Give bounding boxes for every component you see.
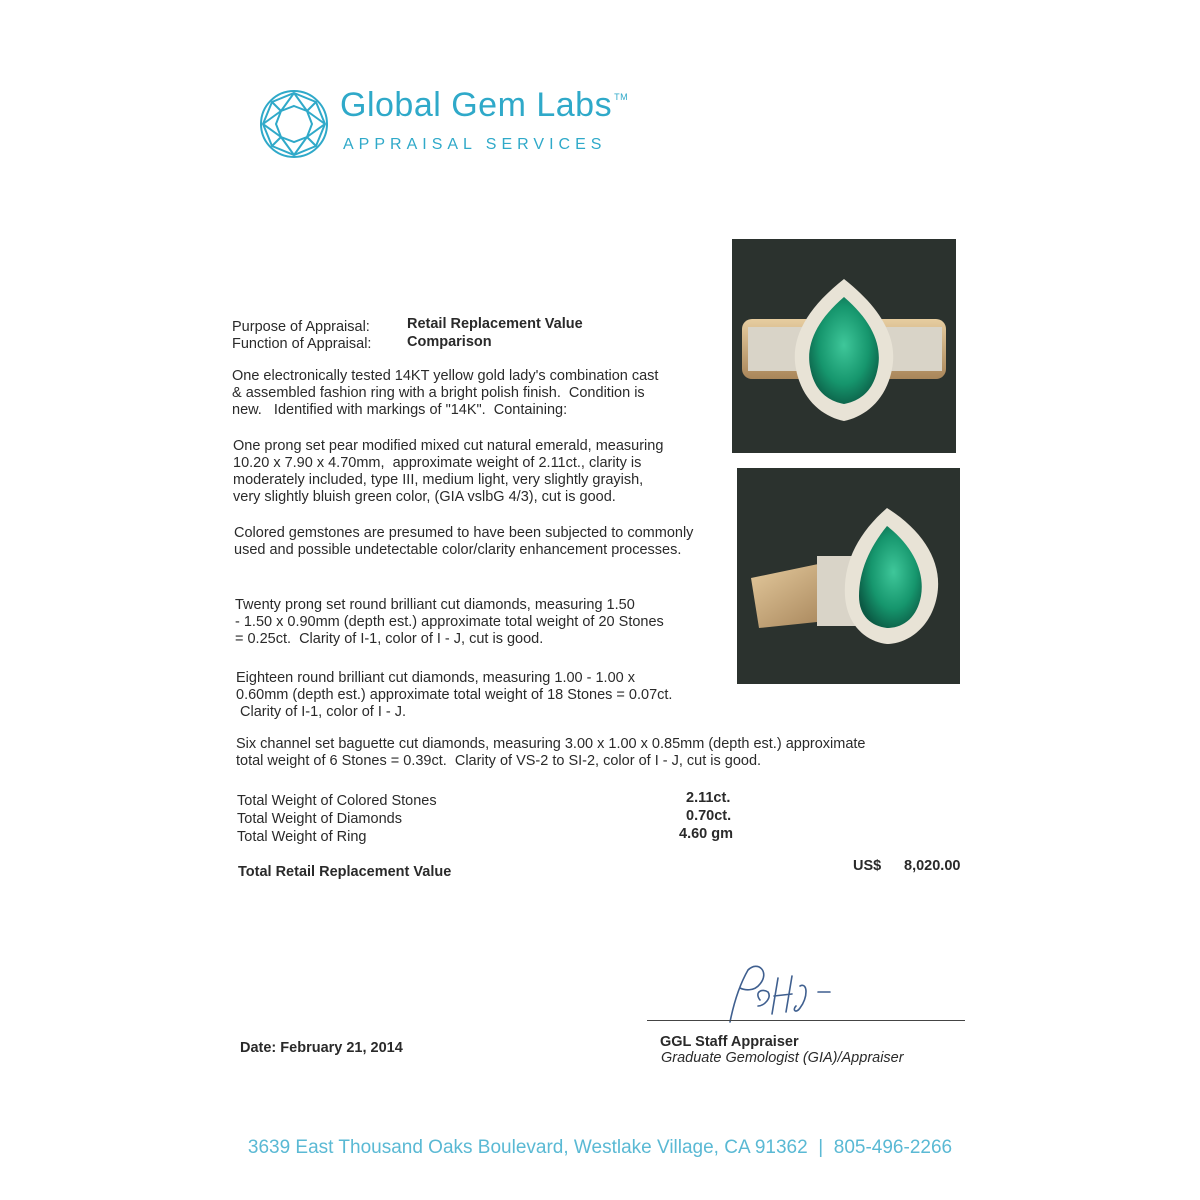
text-line: Eighteen round brilliant cut diamonds, measuring 1.00 - 1.00 x: [236, 670, 635, 686]
function-label: Function of Appraisal:: [232, 336, 372, 352]
text-line: 0.60mm (depth est.) approximate total weight of 18 Stones = 0.07ct.: [236, 687, 673, 703]
appraiser-title: GGL Staff Appraiser: [660, 1034, 799, 1050]
emerald-description: [233, 438, 663, 506]
text-line: = 0.25ct. Clarity of I-1, color of I - J, cut is good.: [235, 631, 544, 647]
diamonds-20-description: [235, 597, 664, 648]
footer-separator: |: [818, 1137, 824, 1158]
currency: US$: [853, 858, 882, 874]
diamonds-weight-value: 0.70ct.: [686, 808, 732, 824]
text-line: very slightly bluish green color, (GIA vslbG 4/3), cut is good.: [233, 489, 616, 505]
text-line: moderately included, type III, medium light, very slightly grayish,: [233, 472, 644, 488]
function-value: Comparison: [407, 334, 492, 350]
trademark-mark: TM: [614, 92, 629, 102]
text-line: Six channel set baguette cut diamonds, measuring 3.00 x 1.00 x 0.85mm (depth est.) approximate: [236, 736, 866, 752]
text-line: One electronically tested 14KT yellow gold lady's combination cast: [232, 368, 659, 384]
enhancement-disclaimer: [234, 525, 693, 559]
purpose-value: Retail Replacement Value: [407, 316, 583, 332]
colored-stones-value: 2.11ct.: [686, 790, 731, 806]
text-line: Clarity of I-1, color of I - J.: [236, 704, 407, 720]
diamonds-18-description: [236, 670, 672, 721]
ring-photo-front: [732, 239, 956, 453]
ring-description: [232, 368, 658, 419]
footer-phone: 805-496-2266: [833, 1137, 953, 1158]
text-line: Twenty prong set round brilliant cut diamonds, measuring 1.50: [235, 597, 635, 613]
appraiser-credentials: Graduate Gemologist (GIA)/Appraiser: [661, 1050, 904, 1066]
colored-stones-label: Total Weight of Colored Stones: [237, 793, 437, 809]
text-line: Colored gemstones are presumed to have been subjected to commonly: [234, 525, 694, 541]
ring-side-image: [737, 468, 960, 684]
text-line: - 1.50 x 0.90mm (depth est.) approximate total weight of 20 Stones: [235, 614, 664, 630]
brand-subtitle: APPRAISAL SERVICES: [343, 136, 607, 153]
text-line: One prong set pear modified mixed cut natural emerald, measuring: [233, 438, 664, 454]
text-line: new. Identified with markings of "14K". Containing:: [232, 402, 568, 418]
faceted-diamond-icon: [258, 88, 330, 160]
diamonds-weight-label: Total Weight of Diamonds: [237, 811, 402, 827]
footer-address: 3639 East Thousand Oaks Boulevard, Westlake Village, CA 91362: [247, 1137, 808, 1158]
text-line: total weight of 6 Stones = 0.39ct. Clarity of VS-2 to SI-2, color of I - J, cut is good.: [236, 753, 762, 769]
signature-line: [647, 1020, 965, 1021]
retail-value: 8,020.00: [904, 858, 961, 874]
text-line: & assembled fashion ring with a bright polish finish. Condition is: [232, 385, 645, 401]
ring-front-image: [732, 239, 956, 453]
appraisal-date: Date: February 21, 2014: [240, 1040, 403, 1056]
retail-value-label: Total Retail Replacement Value: [238, 864, 452, 880]
footer-contact: [0, 1137, 1200, 1159]
baguettes-description: [236, 736, 866, 770]
ring-weight-label: Total Weight of Ring: [237, 829, 367, 845]
purpose-label: Purpose of Appraisal:: [232, 319, 370, 335]
text-line: 10.20 x 7.90 x 4.70mm, approximate weight of 2.11ct., clarity is: [233, 455, 642, 471]
ring-weight-value: 4.60 gm: [679, 826, 733, 842]
text-line: used and possible undetectable color/clarity enhancement processes.: [234, 542, 682, 558]
brand-name-text: Global Gem Labs: [340, 86, 613, 124]
handwritten-signature: [700, 962, 850, 1024]
brand-name: [340, 86, 628, 125]
ring-photo-side: [737, 468, 960, 684]
